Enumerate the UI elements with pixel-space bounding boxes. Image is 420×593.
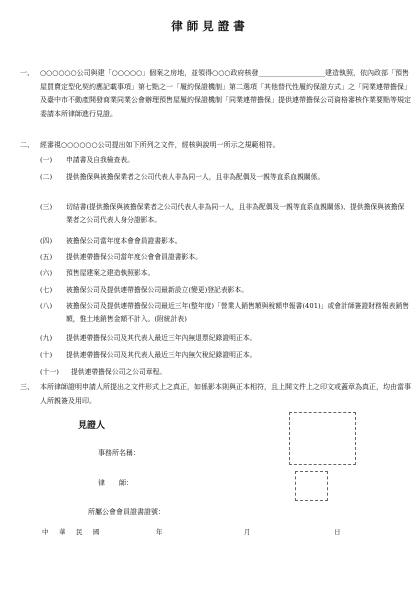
date-month: 月 <box>244 528 253 536</box>
list-item-label: (十) <box>40 351 53 359</box>
firm-name-label: 事務所名稱： <box>98 449 140 457</box>
date-day: 日 <box>334 528 343 536</box>
list-item-text: 提供連帶擔保公司及其代表人最近三年內無退票紀錄證明正本。 <box>66 334 257 342</box>
lawyer-seal-box <box>295 471 328 501</box>
list-item-text: 被擔保公司當年度本會會員證書影本。 <box>66 237 182 245</box>
section-2-intro-text: 經審視○○○○○○公司提出如下所列之文件，經核與說明一所示之規範相符。 <box>40 141 280 149</box>
list-item-text: 被擔保公司及提供連帶擔保公司最近三年(整年度)「營業人銷售額與稅額申報書(401)」或會計師簽證財務報表銷售額，惟土地銷售金額不計入。(附統計表) <box>66 302 410 323</box>
list-item-text: 切結書(提供擔保與被擔保業者之公司代表人非為同一人，且非為配偶及一親等直系血親關係)、提供擔保與被擔保業者之公司代表人身分證影本。 <box>66 203 405 224</box>
list-item-label: (一) <box>40 156 53 164</box>
document-title: 律師見證書 <box>171 19 249 33</box>
section-1-text: ○○○○○○公司與建「○○○○○」個案之房地，並領得○○○政府核發___________________建造執照，依內政部「預售屋買賣定型化契約應記載事項」第七點之一「履約保證機制」第二選項「其他替代性履約保證方式」之「同業連帶擔保」及臺中市不動產開發商業同業公會辦理預售屋履約保證機制「同業連帶擔保」提供連帶擔保公司資格審核作業要點等規定委請本所律師進行見證。 <box>40 69 411 118</box>
list-item-text: 提供連帶擔保公司及其代表人最近三年內無欠稅紀錄證明正本。 <box>66 351 257 359</box>
date-era: 中 華 民 國 <box>42 528 102 536</box>
section-3-text: 本所律師證明申請人所提出之文件形式上之真正，如係影本則與正本相符，且上開文件上之印文或蓋章為真正，均由當事人所親簽及用印。 <box>40 383 411 405</box>
list-item-text: 預售屋建案之建造執照影本。 <box>66 269 155 277</box>
list-item-text: 提供擔保與被擔保業者之公司代表人非為同一人，且非為配偶及一親等直系血親關係。 <box>66 173 325 181</box>
list-item-label: (七) <box>40 286 53 294</box>
section-3-number: 三、 <box>20 383 34 391</box>
firm-seal-box <box>289 412 356 465</box>
list-item-label: (八) <box>40 302 53 310</box>
list-item-label: (二) <box>40 173 53 181</box>
list-item-text: 提供連帶擔保公司之公司章程。 <box>71 368 167 376</box>
section-1-number: 一、 <box>20 69 34 77</box>
member-cert-label: 所屬公會會員證書證號： <box>88 508 165 516</box>
list-item-text: 被擔保公司及提供連帶擔保公司最新設立(變更)登記表影本。 <box>66 286 249 294</box>
list-item-label: (三) <box>40 203 53 211</box>
lawyer-label: 律 師： <box>98 479 133 487</box>
list-item-label: (五) <box>40 253 53 261</box>
list-item-label: (六) <box>40 269 53 277</box>
section-2-number: 二、 <box>20 141 34 149</box>
list-item-text: 提供連帶擔保公司當年度公會會員證書影本。 <box>66 253 202 261</box>
list-item-label: (十一) <box>40 368 59 376</box>
list-item-label: (四) <box>40 237 53 245</box>
date-year: 年 <box>156 528 165 536</box>
witness-heading: 見證人 <box>78 421 106 431</box>
list-item-text: 申請書及自我檢查表。 <box>66 156 134 164</box>
list-item-label: (九) <box>40 334 53 342</box>
